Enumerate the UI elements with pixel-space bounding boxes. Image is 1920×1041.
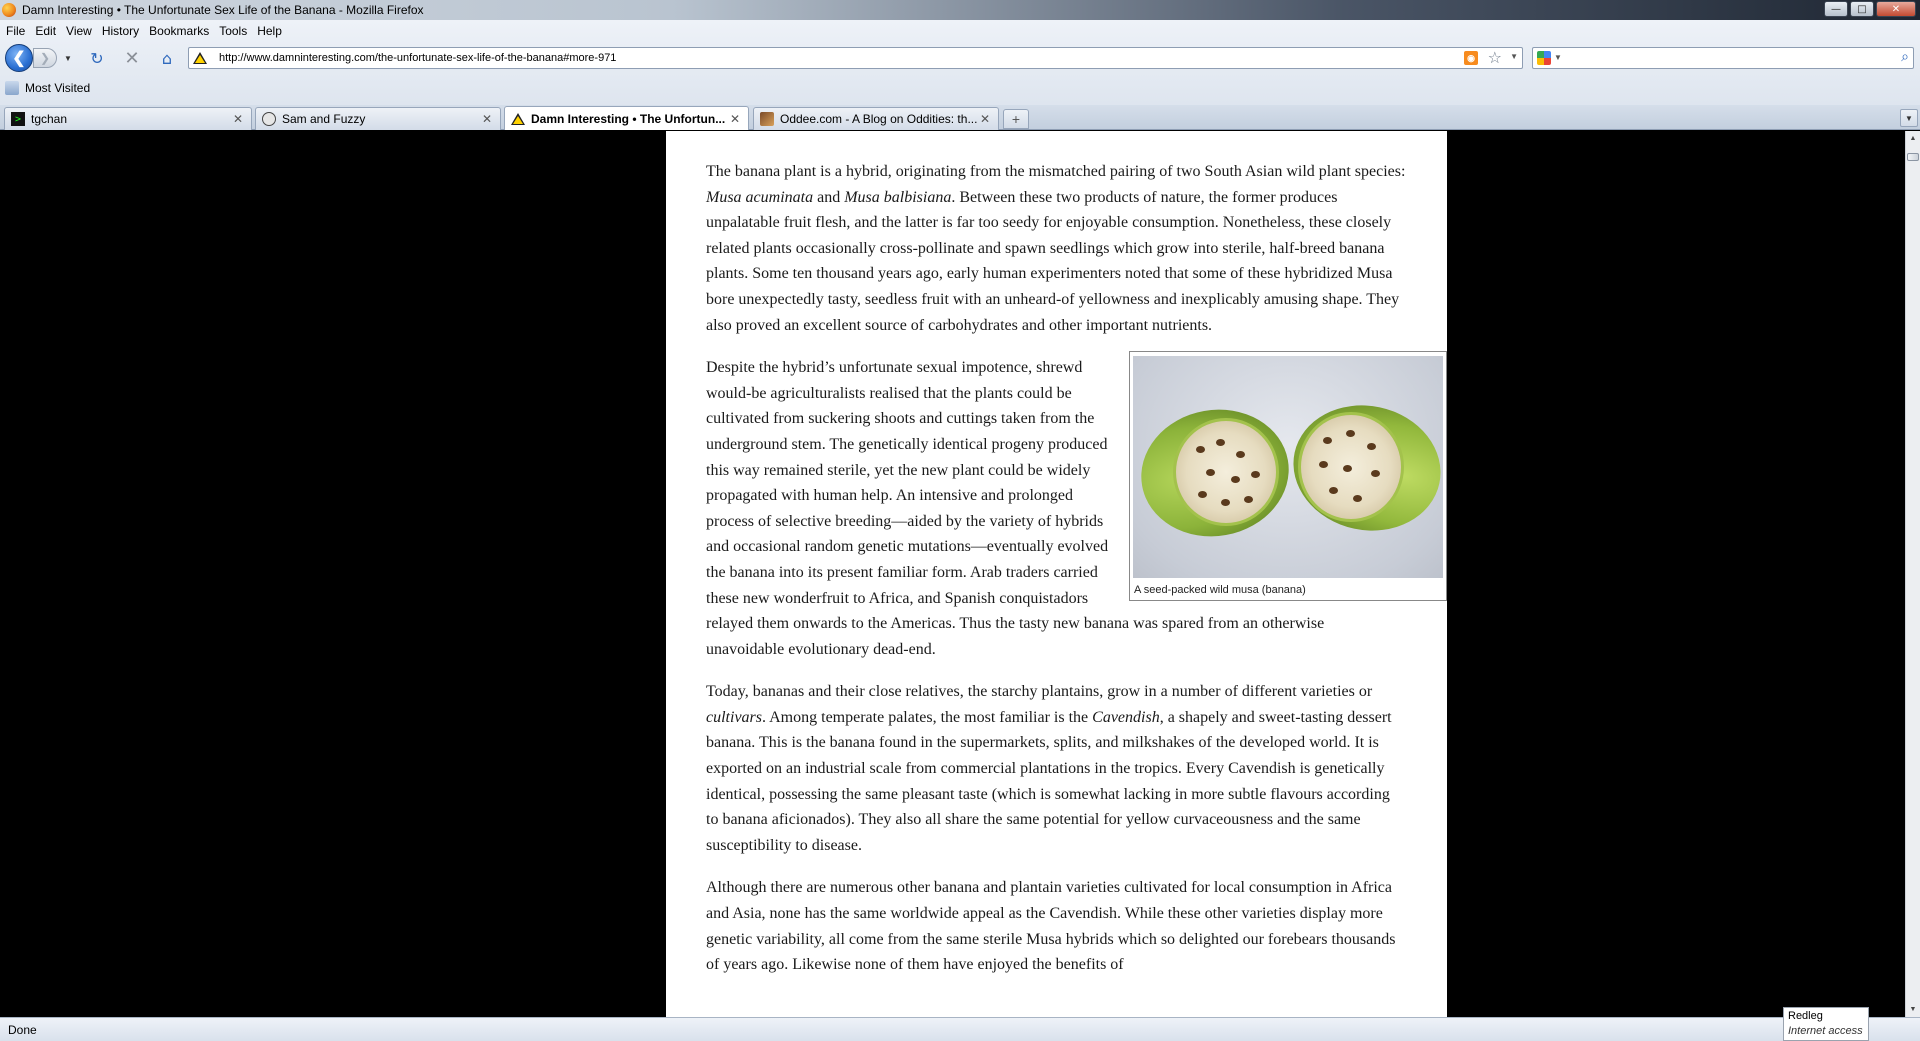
emphasis: Cavendish (1092, 708, 1160, 726)
paragraph-3 (706, 679, 1406, 858)
paragraph-1 (706, 159, 1406, 338)
reload-icon[interactable]: ↻ (90, 48, 104, 68)
tab-damn-interesting[interactable] (504, 106, 749, 130)
network-tooltip (1783, 1007, 1869, 1041)
history-dropdown-icon[interactable]: ▼ (64, 54, 72, 63)
text-run: and (813, 188, 845, 206)
tab-close-icon[interactable]: ✕ (979, 112, 991, 126)
text-run: . Between these two products of nature, the former produces unpalatable fruit flesh, and the latter is far too seedy for enjoyable consumption. Nonetheless, these closely related plants occasionally cross-pollinate and spawn seedlings which grow into sterile, half-breed banana plants. Some ten thousand years ago, early human experimenters noted that some of these hybridized Musa bore unexpectedly tasty, seedless fruit with an unheard-of yellowness and inexplicably amusing shape. They also proved an excellent source of carbohydrates and other important nutrients. (706, 188, 1400, 334)
seed (1216, 439, 1225, 446)
seed (1346, 430, 1355, 437)
firefox-icon (2, 3, 16, 17)
article-body (706, 159, 1406, 995)
menu-view[interactable]: View (66, 24, 92, 38)
tab-label: Sam and Fuzzy (282, 112, 366, 126)
chevron-down-icon: ▼ (1905, 113, 1913, 123)
seed (1206, 469, 1215, 476)
banana-flesh-right (1298, 412, 1404, 522)
minimize-button[interactable]: — (1824, 1, 1848, 17)
menu-bookmarks[interactable]: Bookmarks (149, 24, 210, 38)
seed (1323, 437, 1332, 444)
seed (1244, 496, 1253, 503)
vertical-scrollbar[interactable] (1905, 131, 1920, 1017)
menu-help[interactable]: Help (257, 24, 282, 38)
terminal-icon: > (11, 112, 25, 126)
bookmark-star-icon[interactable]: ☆ (1487, 48, 1502, 67)
seed (1319, 461, 1328, 468)
url-bar[interactable] (188, 47, 1523, 69)
network-name: Redleg (1788, 1010, 1823, 1022)
text-run: . Among temperate palates, the most familiar is the (762, 708, 1093, 726)
tab-label: tgchan (31, 112, 68, 126)
search-icon[interactable]: ⌕ (1901, 49, 1909, 65)
tab-close-icon[interactable]: ✕ (232, 112, 244, 126)
seed (1231, 476, 1240, 483)
status-text: Done (8, 1022, 37, 1037)
seed (1221, 499, 1230, 506)
plus-icon: + (1011, 111, 1021, 127)
maximize-button[interactable]: □ (1850, 1, 1874, 17)
search-engine-icon[interactable] (1537, 51, 1551, 65)
home-icon[interactable]: ⌂ (161, 48, 173, 68)
seed (1198, 491, 1207, 498)
article-column (666, 131, 1447, 1017)
seed (1353, 495, 1362, 502)
site-warning-icon[interactable] (193, 52, 207, 64)
back-arrow-icon: ❮ (12, 50, 26, 67)
scroll-down-icon[interactable]: ▼ (1909, 1006, 1917, 1013)
back-button[interactable] (5, 44, 33, 72)
page-content (0, 131, 1905, 1017)
seed (1343, 465, 1352, 472)
seed (1251, 471, 1260, 478)
wild-banana-photo (1133, 356, 1443, 578)
seed (1371, 470, 1380, 477)
tab-oddee[interactable] (753, 107, 999, 130)
tab-close-icon[interactable]: ✕ (481, 112, 493, 126)
stop-icon[interactable]: ✕ (124, 47, 140, 69)
warning-icon (511, 112, 525, 126)
menu-edit[interactable]: Edit (35, 24, 57, 38)
banana-flesh-left (1173, 418, 1279, 526)
url-text[interactable]: http://www.damninteresting.com/the-unfortunate-sex-life-of-the-banana#more-971 (219, 52, 617, 64)
banana-figure (1129, 351, 1447, 601)
search-bar[interactable] (1532, 47, 1914, 69)
title-bar (0, 0, 1920, 20)
tab-sam-and-fuzzy[interactable] (255, 107, 501, 130)
seed (1329, 487, 1338, 494)
url-dropdown-icon[interactable]: ▼ (1510, 52, 1518, 61)
seed (1236, 451, 1245, 458)
tab-label: Damn Interesting • The Unfortun... (531, 111, 726, 126)
paragraph-4: Although there are numerous other banana and plantain varieties cultivated for local consumption in Africa and Asia, none has the same worldwide appeal as the Cavendish. While these other varieties display more genetic variability, all come from the same sterile Musa hybrids which so delighted our forebears thousands of years ago. Likewise none of them have enjoyed the benefits of (706, 879, 1396, 974)
most-visited-icon (5, 81, 19, 95)
scroll-up-icon[interactable]: ▲ (1909, 135, 1917, 142)
menu-bar (0, 20, 287, 42)
scroll-thumb[interactable] (1907, 153, 1919, 161)
network-status: Internet access (1788, 1025, 1863, 1037)
tab-label: Oddee.com - A Blog on Oddities: th... (780, 112, 978, 126)
bookmark-most-visited[interactable]: Most Visited (25, 81, 91, 95)
face-icon (262, 112, 276, 126)
text-run: Today, bananas and their close relatives, the starchy plantains, grow in a number of different varieties or (706, 683, 1373, 701)
species-name: Musa acuminata (706, 188, 814, 206)
tab-strip (0, 105, 1920, 130)
oddee-icon (760, 112, 774, 126)
paragraph-2: Despite the hybrid’s unfortunate sexual impotence, shrewd would-be agriculturalists realised that the plants could be cultivated from suckering shoots and cuttings taken from the underground stem. The genetically identical progeny produced this way remained sterile, yet the new plant could be widely propagated with human help. An intensive and prolonged process of selective breeding—aided by the variety of hybrids and occasional random genetic mutations—eventually evolved the banana into its present familiar form. Arab traders carried these new wonderfruit to Africa, and Spanish conquistadors relayed them onwards to the Americas. Thus the tasty new banana was spared from an otherwise unavoidable evolutionary dead-end. (706, 359, 1325, 658)
window-title: Damn Interesting • The Unfortunate Sex Life of the Banana - Mozilla Firefox (22, 3, 424, 17)
figure-caption: A seed-packed wild musa (banana) (1134, 584, 1306, 597)
menu-file[interactable]: File (6, 24, 26, 38)
search-engine-dropdown-icon[interactable]: ▼ (1554, 53, 1562, 62)
text-run: The banana plant is a hybrid, originating from the mismatched pairing of two South Asian wild plant species: (706, 163, 1406, 180)
menu-history[interactable]: History (101, 24, 140, 38)
forward-arrow-icon: ❯ (39, 51, 51, 65)
tab-close-icon[interactable]: ✕ (729, 111, 741, 126)
menu-tools[interactable]: Tools (219, 24, 248, 38)
bookmarks-toolbar (0, 78, 90, 98)
window-controls (1824, 1, 1916, 17)
navigation-toolbar (0, 42, 1920, 74)
forward-button[interactable] (33, 48, 57, 68)
new-tab-button[interactable] (1003, 109, 1029, 129)
rss-feed-icon[interactable]: ◉ (1464, 51, 1478, 65)
close-button[interactable]: ✕ (1876, 1, 1916, 17)
list-all-tabs-button[interactable] (1900, 109, 1918, 127)
text-run: , a shapely and sweet-tasting dessert banana. This is the banana found in the supermarkets, splits, and milkshakes of the developed world. It is exported on an industrial scale from commercial plantations in the tropics. Every Cavendish is genetically identical, possessing the same pleasant taste (which is somewhat lacking in more subtle flavours according to banana aficionados). They also all share the same potential for yellow curvaceousness and the same susceptibility to disease. (706, 708, 1392, 854)
status-bar (0, 1010, 1920, 1041)
emphasis: cultivars (706, 708, 762, 726)
species-name: Musa balbisiana (844, 188, 952, 206)
seed (1196, 446, 1205, 453)
seed (1367, 443, 1376, 450)
tab-tgchan[interactable] (4, 107, 252, 130)
